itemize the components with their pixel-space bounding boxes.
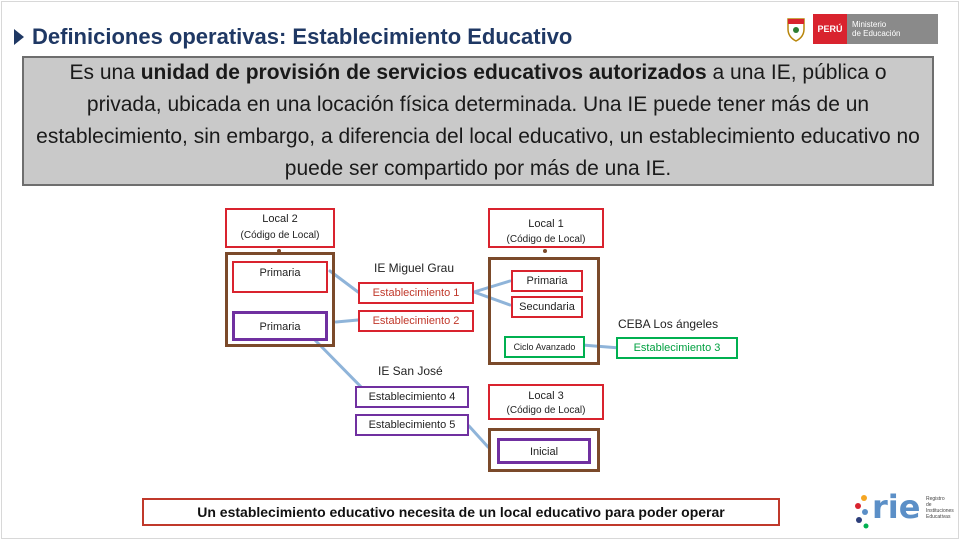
- rie-word: rie: [872, 488, 921, 526]
- definition-post: a una IE, pública o privada, ubicada en una locación física determinada. Una IE puede tener más de un establecimiento, sin embargo, a diferencia del local educativo, un establecimiento educativo no puede ser compartido por más de una IE.: [36, 61, 920, 180]
- local1-container: [488, 257, 600, 365]
- est1-box: [358, 282, 474, 304]
- rie-dots-icon: [852, 492, 872, 532]
- ministry-line1: Ministerio: [852, 20, 887, 29]
- est1-label: Establecimiento 1: [372, 287, 460, 299]
- local3-name: Local 3: [528, 390, 564, 402]
- local3-header: [488, 384, 604, 420]
- local3-inicial: Inicial: [529, 446, 559, 458]
- ie-miguel-grau-label: IE Miguel Grau: [374, 261, 455, 275]
- rie-subtitle: Registro de Instituciones Educativas: [926, 496, 954, 520]
- ceba-label: CEBA Los ángeles: [618, 317, 719, 331]
- local2-name: Local 2: [262, 213, 298, 225]
- title-text: Definiciones operativas: Establecimiento Educativo: [32, 24, 573, 49]
- connector-est5-inicial: [469, 426, 488, 447]
- est4-label: Establecimiento 4: [368, 391, 456, 403]
- local3-code: (Código de Local): [506, 405, 586, 416]
- local1-header: [488, 208, 604, 248]
- connector-est2-local2: [336, 320, 358, 322]
- local3-inicial-box: [497, 438, 591, 464]
- est5-label: Establecimiento 5: [368, 419, 456, 431]
- local2-primaria-a: Primaria: [259, 267, 301, 279]
- est2-box: [358, 310, 474, 332]
- local2-container: [225, 252, 335, 347]
- local2-primaria-b-box: [232, 311, 328, 341]
- local1-secundaria: Secundaria: [519, 301, 575, 313]
- est3-label: Establecimiento 3: [633, 342, 721, 354]
- local2-primaria-b: Primaria: [259, 321, 301, 333]
- local3-container: [488, 428, 600, 472]
- peru-label: PERÚ: [813, 14, 847, 44]
- local1-primaria: Primaria: [526, 275, 568, 287]
- ministry-line2: de Educación: [852, 29, 901, 38]
- local2-primaria-a-box: [232, 261, 328, 293]
- est2-label: Establecimiento 2: [372, 315, 460, 327]
- local1-ciclo: Ciclo Avanzado: [513, 342, 576, 352]
- local1-name: Local 1: [528, 218, 564, 230]
- footer-note: [142, 498, 780, 526]
- local2-code: (Código de Local): [240, 230, 320, 241]
- footer-text: Un establecimiento educativo necesita de un local educativo para poder operar: [197, 504, 725, 520]
- local2-header: [225, 208, 335, 248]
- local1-secundaria-box: [511, 296, 583, 318]
- rie-logo: [852, 488, 952, 532]
- local1-ciclo-box: [504, 336, 585, 358]
- est5-box: [355, 414, 469, 436]
- definition-bold: unidad de provisión de servicios educativos autorizados: [140, 61, 707, 84]
- local1-code: (Código de Local): [506, 234, 586, 245]
- local1-primaria-box: [511, 270, 583, 292]
- est3-box: [616, 337, 738, 359]
- ie-san-jose-label: IE San José: [378, 364, 443, 378]
- definition-pre: Es una: [69, 61, 141, 84]
- est4-box: [355, 386, 469, 408]
